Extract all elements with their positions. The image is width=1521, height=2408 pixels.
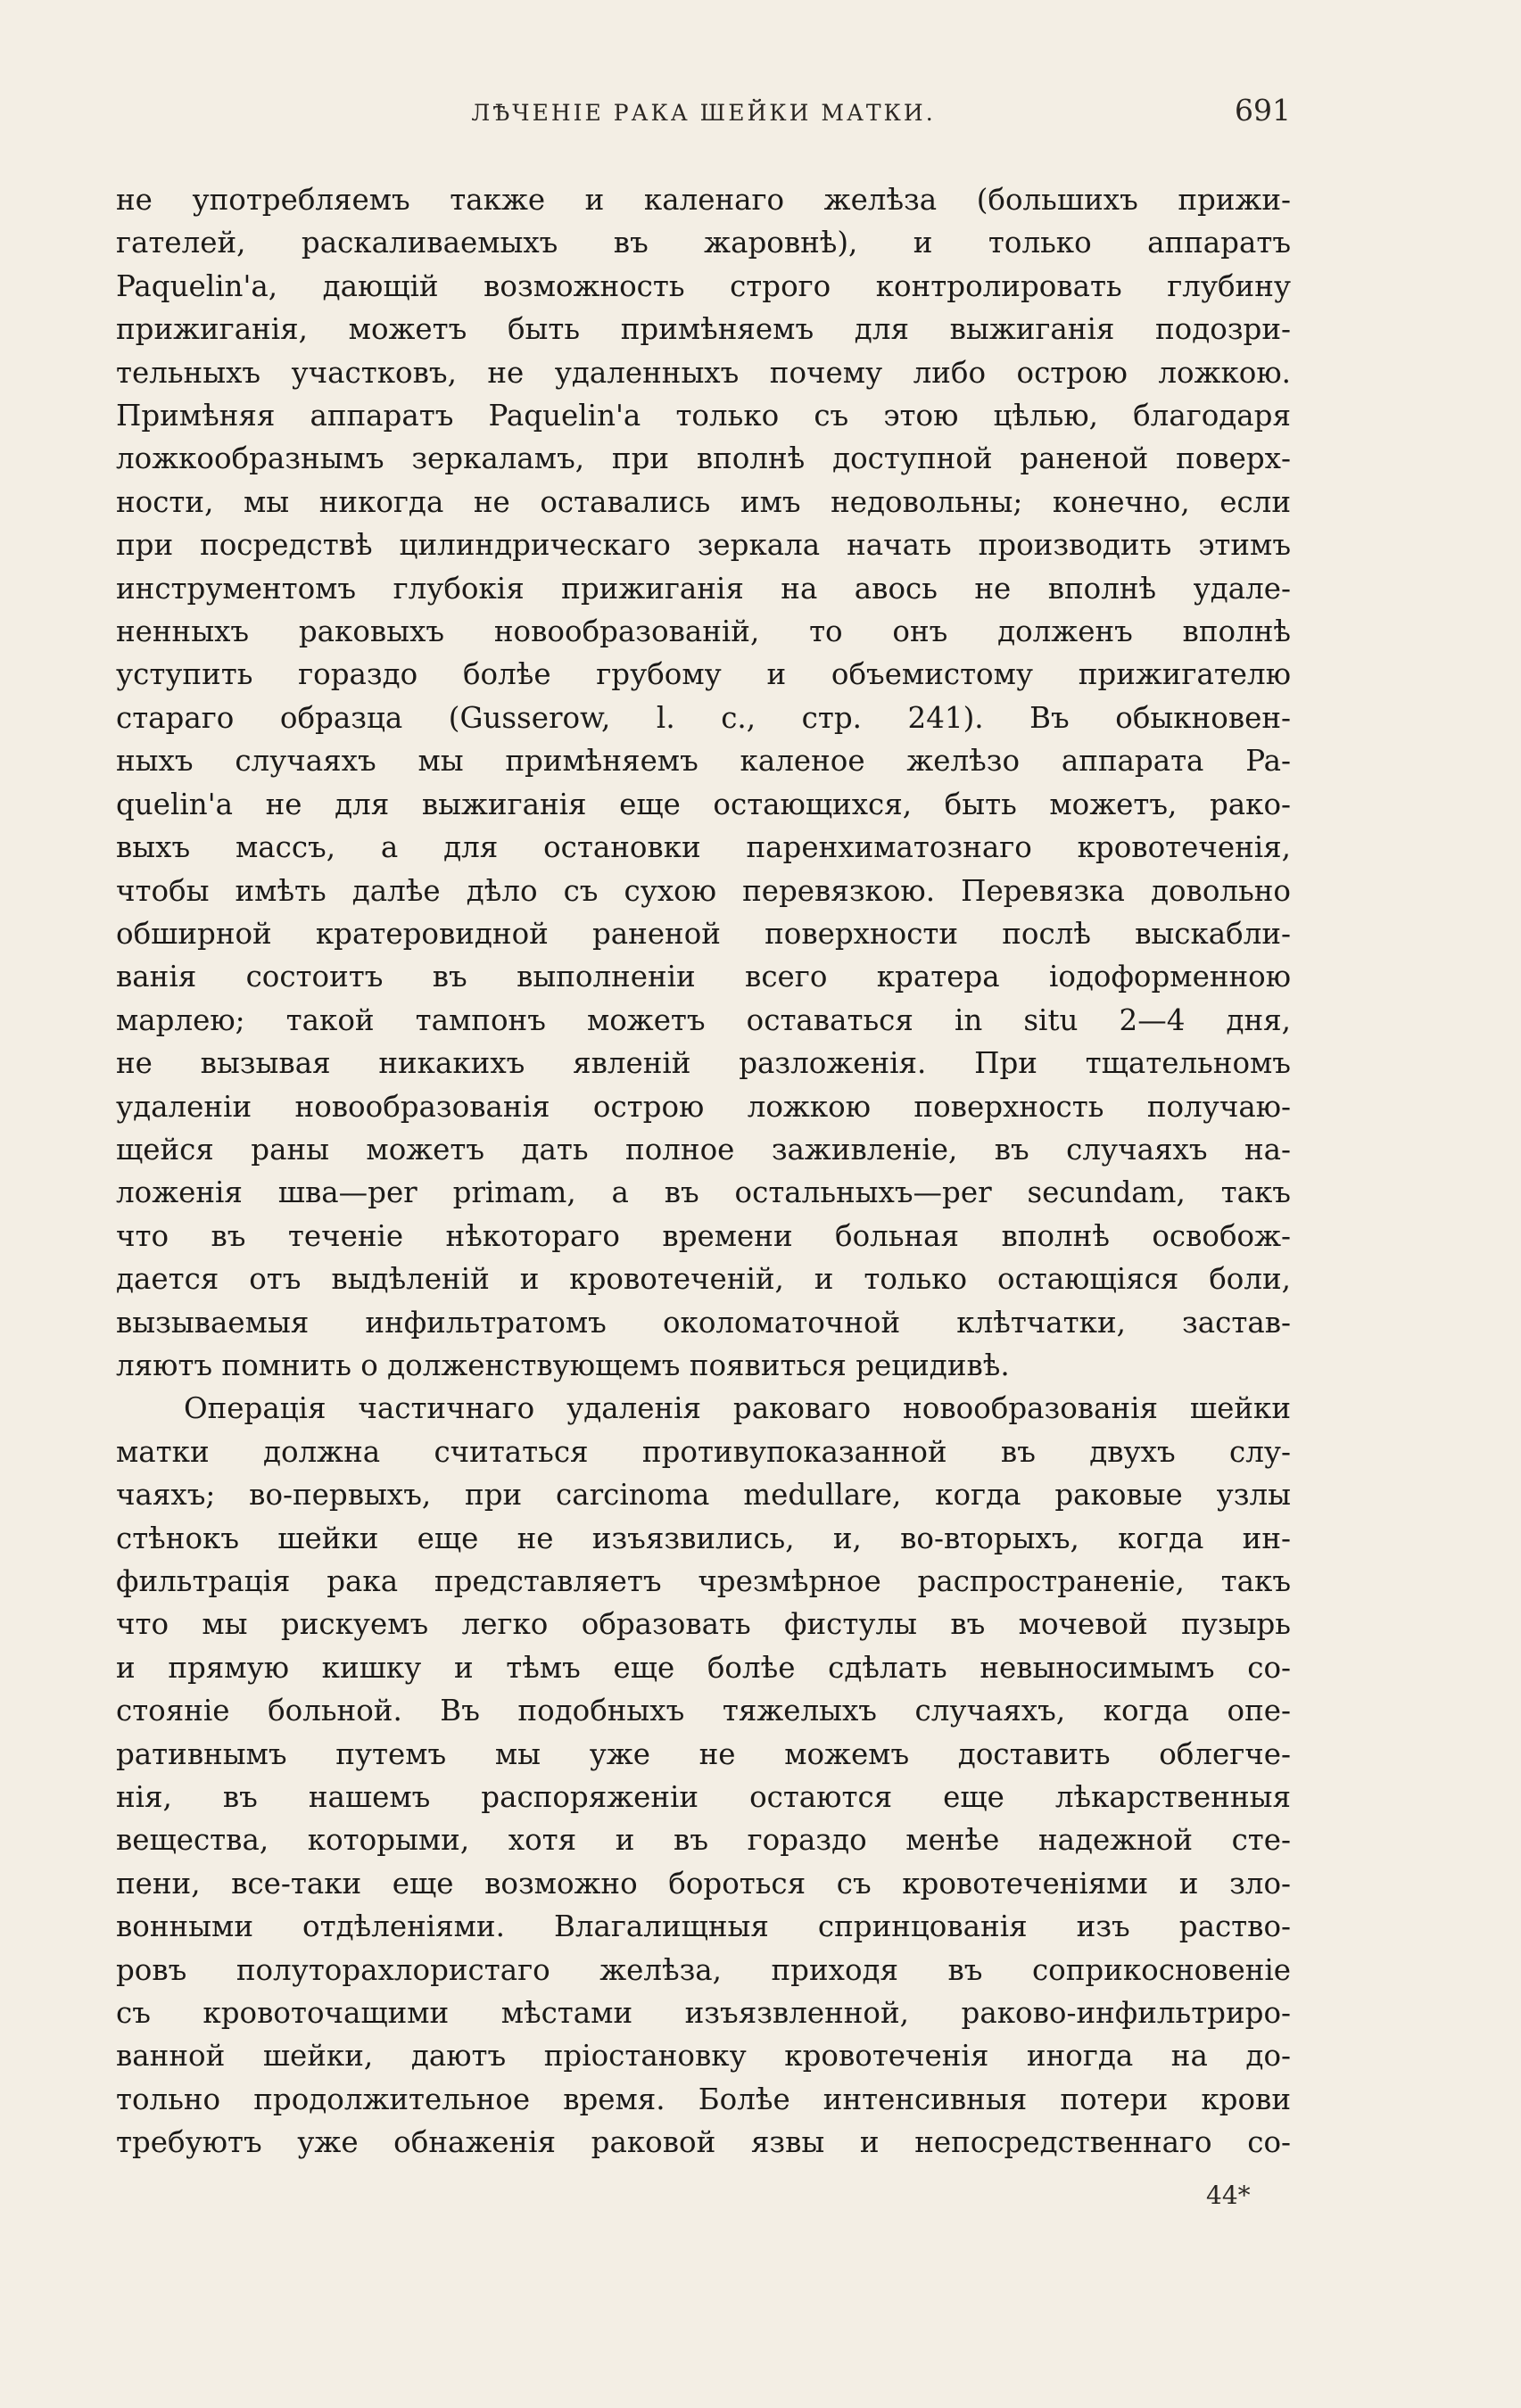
text-line: съ кровоточащими мѣстами изъязвленной, раково-инфильтриро-	[116, 1996, 1291, 2031]
text-line: ненныхъ раковыхъ новообразованій, то онъ долженъ вполнѣ	[116, 614, 1291, 649]
text-line: тельныхъ участковъ, не удаленныхъ почему либо острою ложкою.	[116, 355, 1291, 390]
text-line: дается отъ выдѣленій и кровотеченій, и только остающіяся боли,	[116, 1262, 1291, 1297]
text-line: стояніе больной. Въ подобныхъ тяжелыхъ случаяхъ, когда опе-	[116, 1694, 1291, 1728]
page-header	[116, 89, 1291, 134]
text-line: выхъ массъ, а для остановки паренхиматознаго кровотеченія,	[116, 830, 1291, 865]
text-line: матки должна считаться противупоказанной въ двухъ слу-	[116, 1434, 1291, 1469]
text-line: ности, мы никогда не оставались имъ недовольны; конечно, если	[116, 484, 1291, 519]
text-line: Paquelin'а, дающій возможность строго контролировать глубину	[116, 268, 1291, 303]
text-line: обширной кратеровидной раненой поверхности послѣ выскабли-	[116, 916, 1291, 951]
text-line: чаяхъ; во-первыхъ, при carcinoma medullare, когда раковые узлы	[116, 1478, 1291, 1513]
text-line: требуютъ уже обнаженія раковой язвы и непосредственнаго со-	[116, 2125, 1291, 2160]
text-line: что мы рискуемъ легко образовать фистулы въ мочевой пузырь	[116, 1607, 1291, 1642]
text-line: ныхъ случаяхъ мы примѣняемъ каленое желѣзо аппарата Pa-	[116, 744, 1291, 779]
text-line: ванія состоитъ въ выполненіи всего кратера іодоформенною	[116, 960, 1291, 994]
text-line: Примѣняя аппаратъ Paquelin'а только съ этою цѣлью, благодаря	[116, 399, 1291, 433]
text-line: ложенія шва—per primam, а въ остальныхъ—per secundam, такъ	[116, 1175, 1291, 1210]
text-line: не вызывая никакихъ явленій разложенія. При тщательномъ	[116, 1046, 1291, 1081]
signature-mark: 44*	[1206, 2181, 1251, 2210]
text-line: ложкообразнымъ зеркаламъ, при вполнѣ доступной раненой поверх-	[116, 441, 1291, 476]
running-title: ЛѢЧЕНІЕ РАКА ШЕЙКИ МАТКИ.	[471, 100, 936, 126]
text-line: щейся раны можетъ дать полное заживленіе, въ случаяхъ на-	[116, 1132, 1291, 1167]
text-line: уступить гораздо болѣе грубому и объемистому прижигателю	[116, 657, 1291, 692]
text-line: вонными отдѣленіями. Влагалищныя спринцованія изъ раство-	[116, 1909, 1291, 1944]
text-line: стѣнокъ шейки еще не изъязвились, и, во-вторыхъ, когда ин-	[116, 1521, 1291, 1555]
text-line: нія, въ нашемъ распоряженіи остаются еще лѣкарственныя	[116, 1780, 1291, 1815]
text-line: ративнымъ путемъ мы уже не можемъ доставить облегче-	[116, 1736, 1291, 1771]
body-text	[116, 178, 1291, 2165]
text-line: ляютъ помнить о долженствующемъ появиться рецидивѣ.	[116, 1348, 1010, 1382]
text-line: гателей, раскаливаемыхъ въ жаровнѣ), и только аппаратъ	[116, 226, 1291, 260]
text-line: Операція частичнаго удаленія раковаго новообразованія шейки	[184, 1391, 1291, 1426]
text-line: чтобы имѣть далѣе дѣло съ сухою перевязкою. Перевязка довольно	[116, 873, 1291, 908]
text-line: что въ теченіе нѣкотораго времени больная вполнѣ освобож-	[116, 1218, 1291, 1253]
text-line: фильтрація рака представляетъ чрезмѣрное распространеніе, такъ	[116, 1564, 1291, 1598]
text-line: вещества, которыми, хотя и въ гораздо менѣе надежной сте-	[116, 1823, 1291, 1858]
text-line: ванной шейки, даютъ пріостановку кровотеченія иногда на до-	[116, 2039, 1291, 2074]
text-line: quelin'а не для выжиганія еще остающихся, быть можетъ, рако-	[116, 787, 1291, 821]
text-line: не употребляемъ также и каленаго желѣза (большихъ прижи-	[116, 183, 1291, 217]
text-line: прижиганія, можетъ быть примѣняемъ для выжиганія подозри-	[116, 312, 1291, 347]
text-line: вызываемыя инфильтратомъ околоматочной клѣтчатки, застав-	[116, 1305, 1291, 1340]
text-line: марлею; такой тампонъ можетъ оставаться in situ 2—4 дня,	[116, 1002, 1291, 1037]
text-line: тольно продолжительное время. Болѣе интенсивныя потери крови	[116, 2082, 1291, 2116]
text-line: при посредствѣ цилиндрическаго зеркала начать производить этимъ	[116, 528, 1291, 563]
text-line: и прямую кишку и тѣмъ еще болѣе сдѣлать невыносимымъ со-	[116, 1650, 1291, 1685]
page-number: 691	[1235, 93, 1291, 128]
text-line: пени, все-таки еще возможно бороться съ кровотеченіями и зло-	[116, 1866, 1291, 1901]
text-line: инструментомъ глубокія прижиганія на авось не вполнѣ удале-	[116, 571, 1291, 606]
text-line: удаленіи новообразованія острою ложкою поверхность получаю-	[116, 1089, 1291, 1124]
text-line: стараго образца (Gusserow, l. c., стр. 241). Въ обыкновен-	[116, 700, 1291, 735]
text-line: ровъ полуторахлористаго желѣза, приходя въ соприкосновеніе	[116, 1952, 1291, 1987]
